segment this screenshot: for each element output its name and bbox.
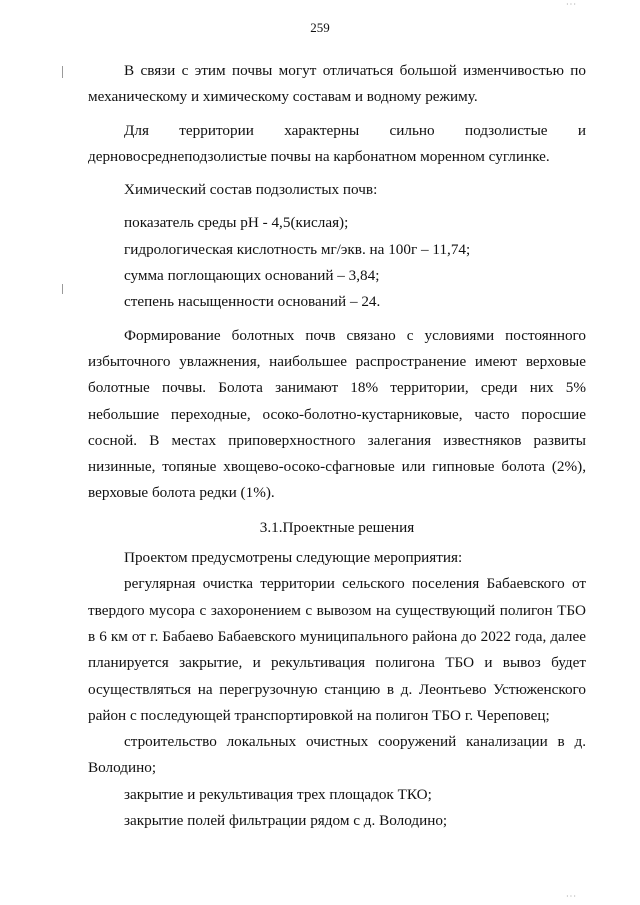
paragraph: Формирование болотных почв связано с условиями постоянного избыточного увлажнения, наибольшее распространение имеют верховые болотные почвы. Болота занимают 18% территории, среди них 5% небольшие переходные, осоко-болотно-кустарниковые, часто поросшие сосной. В местах приповерхностного залегания известняков развиты низинные, топяные хвощево-осоко-сфагновые или гипновые болота (2%), верховые болота редки (1%).: [88, 326, 586, 502]
list-item: сумма поглощающих оснований – 3,84;: [124, 267, 380, 285]
paragraph: В связи с этим почвы могут отличаться большой изменчивостью по механическому и химическому составам и водному режиму.: [88, 62, 586, 106]
section-heading: 3.1.Проектные решения: [259, 518, 415, 536]
list-item: строительство локальных очистных сооружений канализации в д. Володино;: [88, 733, 586, 777]
list-item: показатель среды pH - 4,5(кислая);: [124, 214, 349, 232]
list-item: регулярная очистка территории сельского поселения Бабаевского от твердого мусора с захоронением с вывозом на существующий полигон ТБО в 6 км от г. Бабаево Бабаевского муниципального района до 2022 года, далее планируется закрытие, и рекультивация полигона ТБО и вывоз будет осуществляться на перегрузочную станцию в д. Леонтьево Устюженского район с последующей транспортировкой на полигон ТБО г. Череповец;: [88, 575, 586, 724]
page-number: 259: [310, 20, 330, 35]
list-item: закрытие и рекультивация трех площадок ТКО;: [124, 785, 432, 803]
scan-artifact: ···: [566, 0, 577, 9]
paragraph: дерновосреднеподзолистые почвы на карбонатном моренном суглинке.: [88, 147, 550, 165]
paragraph: Химический состав подзолистых почв:: [124, 181, 378, 199]
paragraph: Проектом предусмотрены следующие мероприятия:: [124, 549, 463, 567]
scan-artifact: ···: [566, 892, 577, 901]
list-item: закрытие полей фильтрации рядом с д. Володино;: [124, 812, 448, 830]
paragraph: Для территории характерны сильно подзолистые и: [124, 121, 586, 139]
scan-artifact: [62, 66, 63, 78]
list-item: гидрологическая кислотность мг/экв. на 100г – 11,74;: [124, 240, 471, 258]
list-item: степень насыщенности оснований – 24.: [124, 293, 381, 311]
document-body: [88, 58, 586, 834]
scan-artifact: [62, 284, 63, 294]
